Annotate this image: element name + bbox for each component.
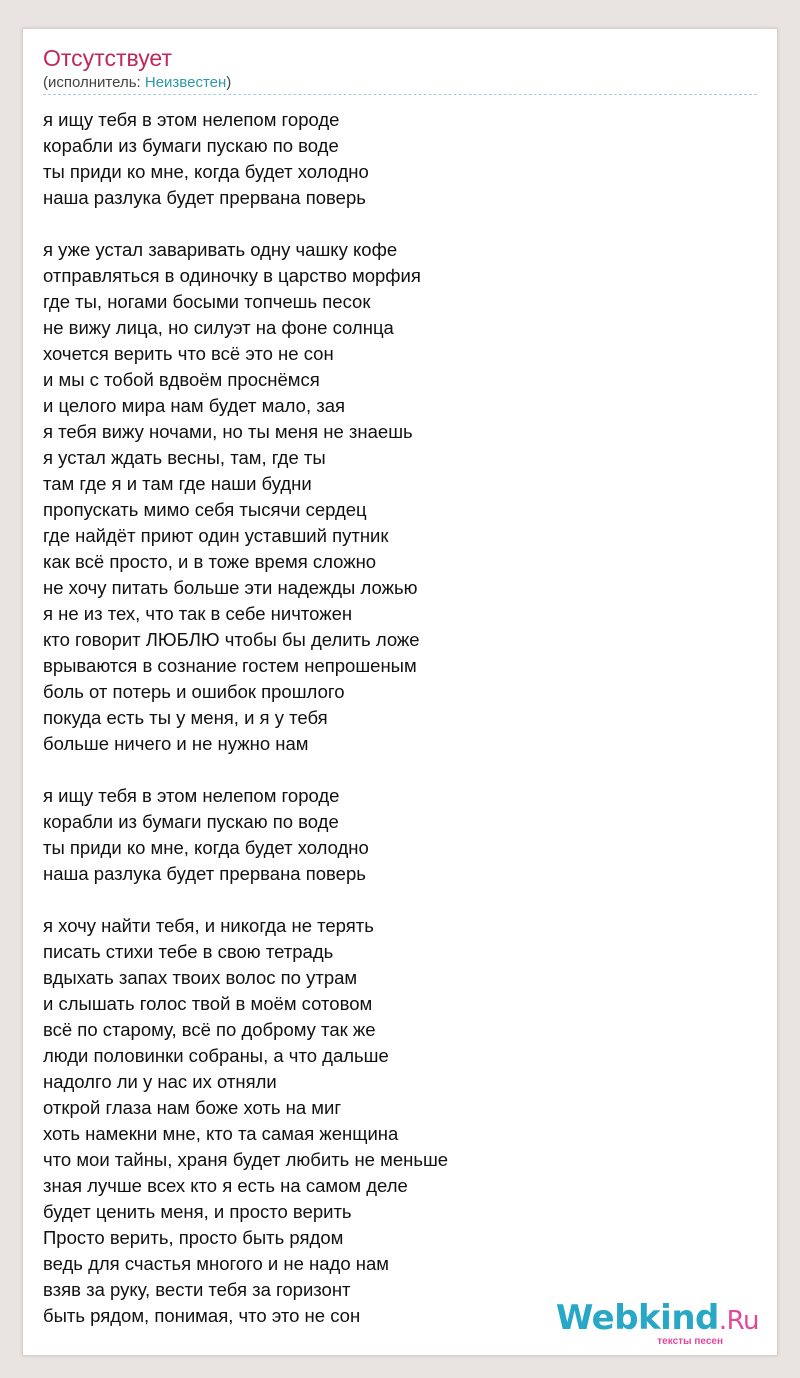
lyric-line: не хочу питать больше эти надежды ложью xyxy=(43,577,418,598)
lyrics-card xyxy=(22,28,778,1356)
logo-tagline: тексты песен xyxy=(657,1336,723,1347)
lyrics-text xyxy=(43,107,448,1329)
lyric-line: я устал ждать весны, там, где ты xyxy=(43,447,326,468)
artist-link[interactable]: Неизвестен xyxy=(144,74,227,91)
lyric-line: открой глаза нам боже хоть на миг xyxy=(43,1097,342,1118)
lyric-line: и слышать голос твой в моём сотовом xyxy=(43,993,373,1014)
lyric-line: я не из тех, что так в себе ничтожен xyxy=(43,603,353,624)
lyric-line: надолго ли у нас их отняли xyxy=(43,1071,277,1092)
lyric-line: хоть намекни мне, кто та самая женщина xyxy=(43,1123,399,1144)
lyric-line: ты приди ко мне, когда будет холодно xyxy=(43,837,369,858)
stanza-gap xyxy=(43,757,448,783)
lyric-line: зная лучше всех кто я есть на самом деле xyxy=(43,1175,408,1196)
lyric-line: где найдёт приют один уставший путник xyxy=(43,525,389,546)
stanza-gap xyxy=(43,887,448,913)
stanza-gap xyxy=(43,211,448,237)
lyric-line: Просто верить, просто быть рядом xyxy=(43,1227,344,1248)
lyric-line: ведь для счастья многого и не надо нам xyxy=(43,1253,390,1274)
lyric-line: будет ценить меня, и просто верить xyxy=(43,1201,352,1222)
lyric-line: быть рядом, понимая, что это не сон xyxy=(43,1305,361,1326)
lyric-line: хочется верить что всё это не сон xyxy=(43,343,334,364)
lyric-line: корабли из бумаги пускаю по воде xyxy=(43,135,339,156)
lyric-line: где ты, ногами босыми топчешь песок xyxy=(43,291,371,312)
lyric-line: люди половинки собраны, а что дальше xyxy=(43,1045,389,1066)
lyric-line: наша разлука будет прервана поверь xyxy=(43,863,366,884)
lyric-line: врываются в сознание гостем непрошеным xyxy=(43,655,417,676)
lyric-line: кто говорит ЛЮБЛЮ чтобы бы делить ложе xyxy=(43,629,420,650)
logo-tld: .Ru xyxy=(718,1306,759,1336)
title-divider xyxy=(43,94,757,95)
lyric-line: я ищу тебя в этом нелепом городе xyxy=(43,785,340,806)
lyric-line: я уже устал заваривать одну чашку кофе xyxy=(43,239,398,260)
lyric-line: не вижу лица, но силуэт на фоне солнца xyxy=(43,317,394,338)
artist-line xyxy=(43,74,231,92)
lyric-line: я ищу тебя в этом нелепом городе xyxy=(43,109,340,130)
lyric-line: ты приди ко мне, когда будет холодно xyxy=(43,161,369,182)
lyric-line: взяв за руку, вести тебя за горизонт xyxy=(43,1279,351,1300)
lyric-line: наша разлука будет прервана поверь xyxy=(43,187,366,208)
lyric-line: и мы с тобой вдвоём проснёмся xyxy=(43,369,320,390)
lyric-line: корабли из бумаги пускаю по воде xyxy=(43,811,339,832)
site-logo[interactable] xyxy=(556,1300,759,1347)
lyric-line: что мои тайны, храня будет любить не меньше xyxy=(43,1149,449,1170)
lyric-line: больше ничего и не нужно нам xyxy=(43,733,309,754)
lyric-line: пропускать мимо себя тысячи сердец xyxy=(43,499,367,520)
lyric-line: боль от потерь и ошибок прошлого xyxy=(43,681,345,702)
lyric-line: отправляться в одиночку в царство морфия xyxy=(43,265,421,286)
lyric-line: там где я и там где наши будни xyxy=(43,473,312,494)
lyric-line: я тебя вижу ночами, но ты меня не знаешь xyxy=(43,421,413,442)
lyric-line: писать стихи тебе в свою тетрадь xyxy=(43,941,334,962)
lyric-line: покуда есть ты у меня, и я у тебя xyxy=(43,707,328,728)
artist-suffix: ) xyxy=(226,74,232,91)
song-title: Отсутствует xyxy=(43,45,172,71)
lyric-line: я хочу найти тебя, и никогда не терять xyxy=(43,915,374,936)
lyric-line: и целого мира нам будет мало, зая xyxy=(43,395,346,416)
lyric-line: всё по старому, всё по доброму так же xyxy=(43,1019,376,1040)
logo-wordmark xyxy=(556,1300,759,1339)
lyric-line: как всё просто, и в тоже время сложно xyxy=(43,551,377,572)
logo-main-text: Webkind xyxy=(555,1298,719,1338)
lyric-line: вдыхать запах твоих волос по утрам xyxy=(43,967,358,988)
artist-prefix: (исполнитель: xyxy=(43,74,145,91)
